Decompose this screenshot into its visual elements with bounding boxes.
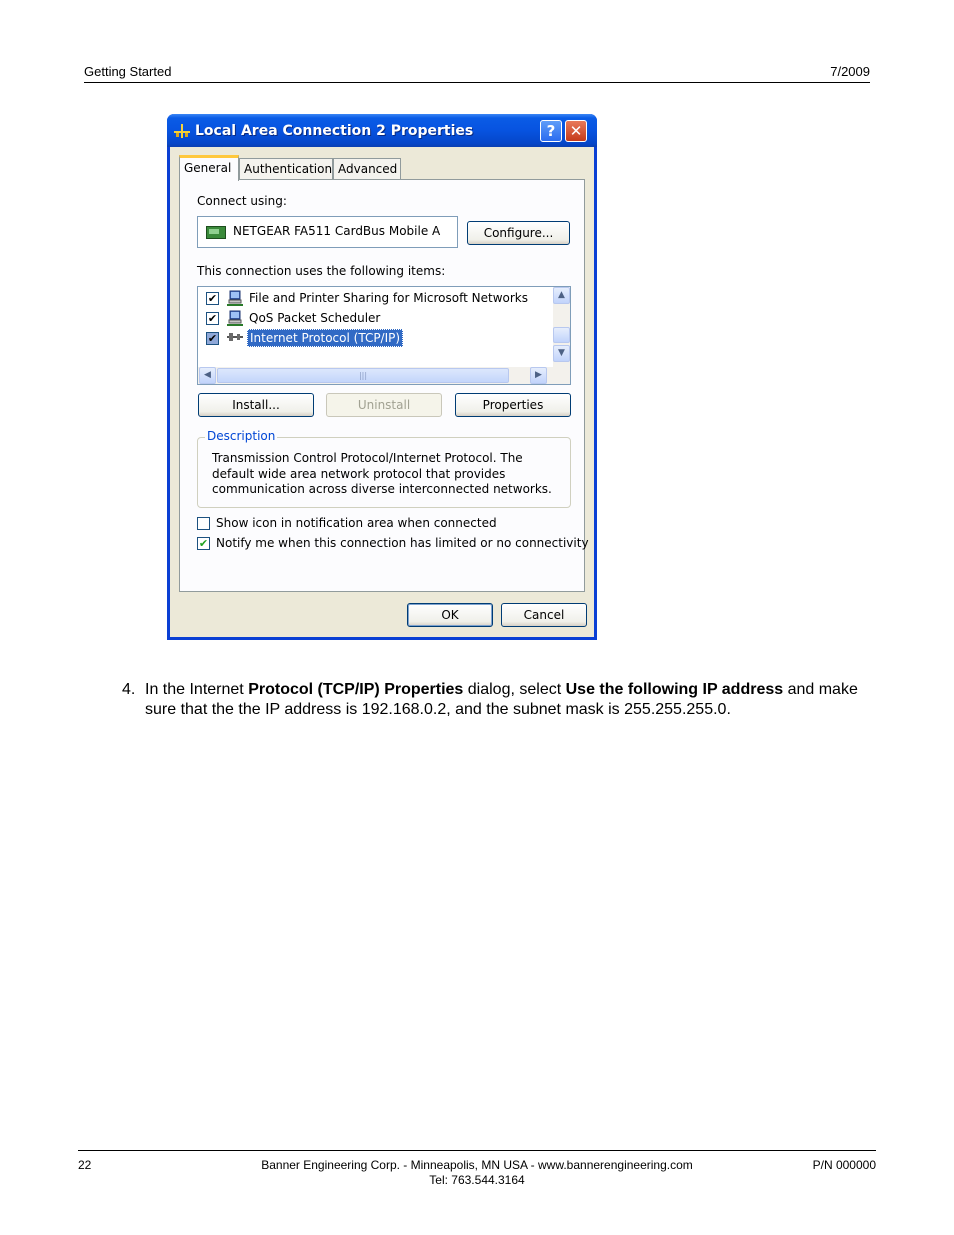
scroll-thumb[interactable]: ||| — [217, 368, 509, 383]
description-title: Description — [207, 429, 276, 443]
general-tab-panel — [179, 179, 589, 592]
properties-dialog — [167, 114, 597, 640]
connect-using-label: Connect using: — [197, 194, 287, 208]
scroll-left-icon[interactable]: ◀ — [199, 367, 216, 384]
tel-line: Tel: 763.544.3164 — [429, 1173, 525, 1187]
scroll-up-icon[interactable]: ▲ — [553, 287, 570, 304]
step-text: In the Internet — [145, 681, 249, 698]
protocol-icon — [227, 330, 243, 346]
device-name: NETGEAR FA511 CardBus Mobile A — [233, 224, 441, 238]
step-bold-option: Use the following IP address — [565, 681, 784, 698]
configure-button[interactable]: Configure... — [467, 221, 570, 245]
computer-network-icon — [227, 290, 243, 306]
footer-rule — [78, 1150, 876, 1151]
network-connection-icon — [173, 122, 191, 140]
items-label: This connection uses the following items: — [197, 264, 446, 278]
uninstall-button: Uninstall — [326, 393, 442, 417]
item-checkbox[interactable] — [206, 312, 219, 325]
scroll-down-icon[interactable]: ▼ — [553, 345, 570, 362]
tab-general[interactable]: General — [179, 155, 239, 181]
close-button[interactable]: ✕ — [565, 120, 587, 142]
company-line: Banner Engineering Corp. - Minneapolis, MN USA - www.bannerengineering.com — [261, 1158, 693, 1172]
properties-button[interactable]: Properties — [455, 393, 571, 417]
tab-authentication[interactable]: Authentication — [239, 158, 333, 180]
horizontal-scrollbar[interactable] — [198, 367, 570, 384]
item-label: Internet Protocol (TCP/IP) — [247, 329, 403, 347]
step-number: 4. — [122, 681, 136, 698]
show-icon-checkbox[interactable] — [197, 517, 210, 530]
page-header-date: 7/2009 — [830, 64, 870, 79]
cancel-button[interactable]: Cancel — [501, 603, 587, 627]
item-label: QoS Packet Scheduler — [249, 311, 381, 325]
scroll-right-icon[interactable]: ▶ — [530, 367, 547, 384]
step-text: dialog, select — [463, 681, 566, 698]
step-text: and make sure that the the IP address is 192.168.0.2, and the subnet mask is 255.255.255.0. — [145, 681, 858, 718]
vertical-scrollbar[interactable] — [553, 287, 570, 367]
scroll-thumb[interactable] — [553, 327, 570, 343]
show-icon-label: Show icon in notification area when connected — [216, 516, 497, 530]
item-checkbox[interactable] — [206, 292, 219, 305]
description-group — [197, 429, 571, 508]
connection-items-list[interactable] — [197, 286, 571, 385]
computer-network-icon — [227, 310, 243, 326]
page-number: 22 — [78, 1158, 92, 1172]
network-card-icon — [206, 226, 226, 239]
ok-button[interactable]: OK — [407, 603, 493, 627]
part-number: P/N 000000 — [812, 1158, 876, 1172]
footer-company — [0, 1158, 954, 1188]
item-label: File and Printer Sharing for Microsoft Networks — [249, 291, 528, 305]
dialog-titlebar[interactable] — [167, 114, 597, 147]
page-header-section: Getting Started — [84, 64, 172, 79]
description-text: Transmission Control Protocol/Internet Protocol. The default wide area network protocol that provides communication across diverse interconnected networks. — [212, 451, 552, 496]
item-checkbox[interactable] — [206, 332, 219, 345]
header-rule — [84, 82, 870, 83]
device-name-field — [197, 216, 458, 248]
step-bold-dialog-name: Protocol (TCP/IP) Properties — [248, 681, 464, 698]
help-button[interactable]: ? — [540, 120, 562, 142]
install-button[interactable]: Install... — [198, 393, 314, 417]
dialog-title: Local Area Connection 2 Properties — [195, 123, 474, 139]
step-instruction — [145, 680, 870, 720]
notify-label: Notify me when this connection has limited or no connectivity — [216, 536, 589, 550]
notify-checkbox[interactable] — [197, 537, 210, 550]
tab-advanced[interactable]: Advanced — [333, 158, 401, 180]
